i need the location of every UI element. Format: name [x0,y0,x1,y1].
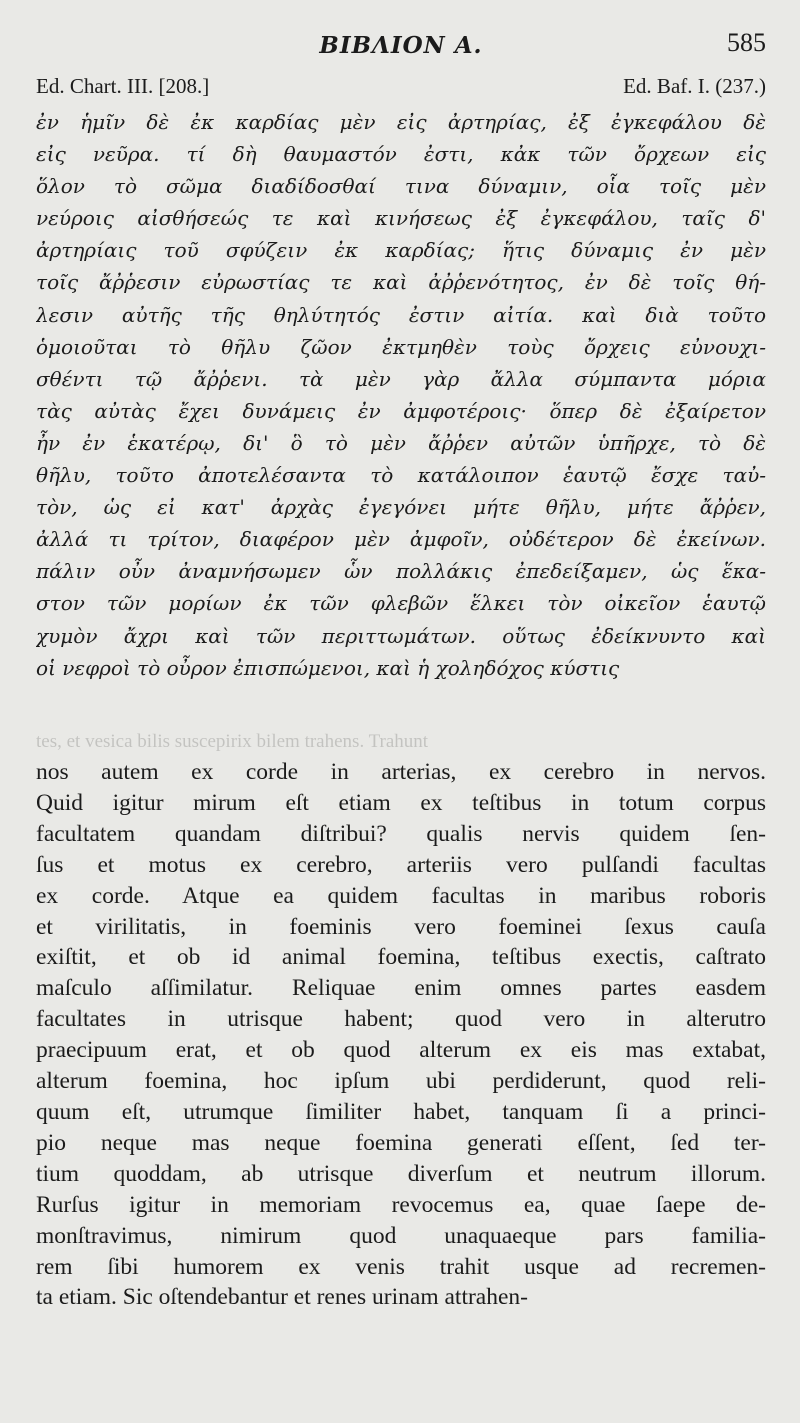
latin-line: nos autem ex corde in arterias, ex cerebro in nervos. [36,759,766,785]
greek-line: ὅλον τὸ σῶμα διαδίδοσθαί τινα δύναμιν, οἷα τοῖς μὲν [36,174,766,199]
latin-line: exiſtit, et ob id animal foemina, teſtibus exectis, caſtrato [36,944,766,971]
latin-line: maſculo aſſimilatur. Reliquae enim omnes partes easdem [36,975,766,1002]
latin-line: et virilitatis, in foeminis vero foeminei ſexus cauſa [36,913,766,940]
greek-line: σθέντι τῷ ἄῤῥενι. τὰ μὲν γὰρ ἄλλα σύμπαντα μόρια [36,366,766,391]
greek-line: εἰς νεῦρα. τί δὴ θαυμαστόν ἐστι, κἀκ τῶν ὄρχεων εἰς [36,142,766,167]
latin-line: pio neque mas neque foemina generati eſſent, ſed ter- [36,1129,766,1156]
edition-references [36,74,766,104]
greek-line: ἦν ἐν ἑκατέρῳ, δι' ὃ τὸ μὲν ἄῤῥεν αὐτῶν ὑπῆρχε, τὸ δὲ [36,430,766,455]
edition-basel-ref: Ed. Baf. I. (237.) [623,74,766,98]
edition-chartier-ref: Ed. Chart. III. [208.] [36,74,210,98]
latin-line: praecipuum erat, et ob quod alterum ex eis mas extabat, [36,1037,766,1064]
greek-line: λεσιν αὐτῆς τῆς θηλύτητός ἐστιν αἰτία. καὶ διὰ τοῦτο [36,302,766,327]
greek-line: χυμὸν ἄχρι καὶ τῶν περιττωμάτων. οὕτως ἐδείκνυντο καὶ [36,623,766,648]
greek-line: τὸν, ὡς εἰ κατ' ἀρχὰς ἐγεγόνει μήτε θῆλυ, μήτε ἄῤῥεν, [36,495,766,520]
latin-line: alterum foemina, hoc ipſum ubi perdiderunt, quod reli- [36,1068,766,1095]
greek-line: τὰς αὐτὰς ἔχει δυνάμεις ἐν ἀμφοτέροις· ὅπερ δὲ ἐξαίρετον [36,398,766,423]
bleed-through-text: tes, et vesica bilis suscepirix bilem trahens. Trahunt [36,731,429,752]
latin-text-block [36,757,766,1313]
greek-line: ὁμοιοῦται τὸ θῆλυ ζῶον ἐκτμηθὲν τοὺς ὄρχεις εὐνουχι- [36,334,766,359]
page-header [36,28,766,64]
greek-text-block [36,106,766,684]
latin-line: Rurſus igitur in memoriam revocemus ea, quae ſaepe de- [36,1191,766,1218]
greek-line: πάλιν οὖν ἀναμνήσωμεν ὧν πολλάκις ἐπεδείξαμεν, ὡς ἕκα- [36,559,766,584]
greek-line: τοῖς ἄῤῥεσιν εὐρωστίας τε καὶ ἀῤῥενότητος, ἐν δὲ τοῖς θή- [36,270,766,295]
greek-line: ἀρτηρίαις τοῦ σφύζειν ἐκ καρδίας; ἥτις δύναμις ἐν μὲν [36,238,766,263]
latin-line: Quid igitur mirum eſt etiam ex teſtibus in totum corpus [36,789,766,816]
greek-line: οἱ νεφροὶ τὸ οὖρον ἐπισπώμενοι, καὶ ἡ χοληδόχος κύστις [36,655,620,680]
latin-line: ſus et motus ex cerebro, arteriis vero pulſandi facultas [36,851,766,878]
running-title: ΒΙΒΛΙΟΝ Α. [319,32,483,59]
page-number: 585 [727,28,766,57]
latin-line: facultatem quandam diſtribui? qualis nervis quidem ſen- [36,820,766,847]
latin-line: ta etiam. Sic oſtendebantur et renes urinam attrahen- [36,1284,528,1311]
greek-line: νεύροις αἰσθήσεώς τε καὶ κινήσεως ἐξ ἐγκεφάλου, ταῖς δ' [36,206,766,231]
greek-line: στον τῶν μορίων ἐκ τῶν φλεβῶν ἕλκει τὸν οἰκεῖον ἑαυτῷ [36,591,766,616]
latin-line: facultates in utrisque habent; quod vero in alterutro [36,1006,766,1033]
greek-line: ἐν ἡμῖν δὲ ἐκ καρδίας μὲν εἰς ἀρτηρίας, ἐξ ἐγκεφάλου δὲ [36,110,766,134]
latin-line: ex corde. Atque ea quidem facultas in maribus roboris [36,882,766,909]
latin-line: rem ſibi humorem ex venis trahit usque ad recremen- [36,1253,766,1280]
latin-line: tium quoddam, ab utrisque diverſum et neutrum illorum. [36,1160,766,1187]
greek-line: ἀλλά τι τρίτον, διαφέρον μὲν ἀμφοῖν, οὐδέτερον δὲ ἐκείνων. [36,527,766,552]
latin-line: monſtravimus, nimirum quod unaquaeque pars familia- [36,1222,766,1249]
latin-line: quum eſt, utrumque ſimiliter habet, tanquam ſi a princi- [36,1098,766,1125]
greek-line: θῆλυ, τοῦτο ἀποτελέσαντα τὸ κατάλοιπον ἑαυτῷ ἔσχε ταὐ- [36,463,766,488]
